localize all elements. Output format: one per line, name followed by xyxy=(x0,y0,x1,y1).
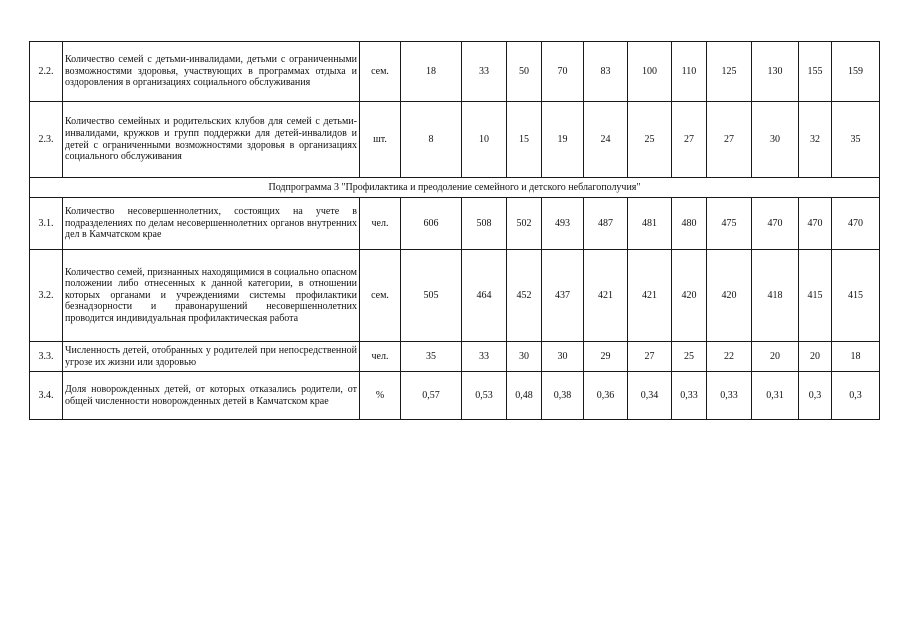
value-cell: 470 xyxy=(752,198,799,250)
value-cell: 502 xyxy=(507,198,542,250)
value-cell: 0,3 xyxy=(799,372,832,420)
value-cell: 20 xyxy=(799,342,832,372)
value-cell: 30 xyxy=(542,342,584,372)
table-row xyxy=(30,342,880,372)
value-cell: 30 xyxy=(507,342,542,372)
value-cell: 30 xyxy=(752,102,799,178)
value-cell: 452 xyxy=(507,250,542,342)
value-cell: 19 xyxy=(542,102,584,178)
value-cell: 0,57 xyxy=(401,372,462,420)
value-cell: 18 xyxy=(832,342,880,372)
value-cell: 437 xyxy=(542,250,584,342)
row-number: 3.2. xyxy=(30,250,63,342)
table-row xyxy=(30,372,880,420)
unit-cell: сем. xyxy=(360,250,401,342)
value-cell: 25 xyxy=(672,342,707,372)
value-cell: 70 xyxy=(542,42,584,102)
value-cell: 505 xyxy=(401,250,462,342)
value-cell: 125 xyxy=(707,42,752,102)
value-cell: 0,34 xyxy=(628,372,672,420)
value-cell: 35 xyxy=(832,102,880,178)
value-cell: 83 xyxy=(584,42,628,102)
value-cell: 33 xyxy=(462,42,507,102)
value-cell: 415 xyxy=(832,250,880,342)
subprogram-row xyxy=(30,178,880,198)
value-cell: 0,31 xyxy=(752,372,799,420)
value-cell: 155 xyxy=(799,42,832,102)
value-cell: 50 xyxy=(507,42,542,102)
value-cell: 480 xyxy=(672,198,707,250)
value-cell: 18 xyxy=(401,42,462,102)
table-row xyxy=(30,250,880,342)
value-cell: 421 xyxy=(584,250,628,342)
table-row xyxy=(30,42,880,102)
row-number: 3.4. xyxy=(30,372,63,420)
unit-cell: чел. xyxy=(360,198,401,250)
value-cell: 418 xyxy=(752,250,799,342)
value-cell: 24 xyxy=(584,102,628,178)
value-cell: 0,38 xyxy=(542,372,584,420)
value-cell: 487 xyxy=(584,198,628,250)
value-cell: 130 xyxy=(752,42,799,102)
table-row xyxy=(30,198,880,250)
table-body-subprogram-3 xyxy=(30,198,880,420)
value-cell: 159 xyxy=(832,42,880,102)
value-cell: 22 xyxy=(707,342,752,372)
value-cell: 27 xyxy=(672,102,707,178)
indicator-name: Численность детей, отобранных у родителей при непосредственной угрозе их жизни или здоровью xyxy=(63,342,360,372)
value-cell: 0,48 xyxy=(507,372,542,420)
value-cell: 420 xyxy=(707,250,752,342)
value-cell: 0,36 xyxy=(584,372,628,420)
table-row xyxy=(30,102,880,178)
row-number: 3.3. xyxy=(30,342,63,372)
value-cell: 8 xyxy=(401,102,462,178)
value-cell: 470 xyxy=(832,198,880,250)
indicator-name: Количество семей с детьми-инвалидами, детьми с ограниченными возможностями здоровья, участвующих в программах отдыха и оздоровления в организациях социального обслуживания xyxy=(63,42,360,102)
unit-cell: шт. xyxy=(360,102,401,178)
value-cell: 15 xyxy=(507,102,542,178)
indicator-name: Доля новорожденных детей, от которых отказались родители, от общей численности новорожденных детей в Камчатском крае xyxy=(63,372,360,420)
value-cell: 27 xyxy=(707,102,752,178)
value-cell: 415 xyxy=(799,250,832,342)
table-body-subprogram-2 xyxy=(30,42,880,178)
row-number: 3.1. xyxy=(30,198,63,250)
value-cell: 10 xyxy=(462,102,507,178)
value-cell: 606 xyxy=(401,198,462,250)
value-cell: 421 xyxy=(628,250,672,342)
value-cell: 0,3 xyxy=(832,372,880,420)
value-cell: 110 xyxy=(672,42,707,102)
indicator-name: Количество семейных и родительских клубов для семей с детьми-инвалидами, кружков и групп поддержки для детей-инвалидов и детей с ограниченными возможностями здоровья в организациях социального обслуживания xyxy=(63,102,360,178)
value-cell: 100 xyxy=(628,42,672,102)
indicators-table xyxy=(29,41,880,420)
row-number: 2.2. xyxy=(30,42,63,102)
value-cell: 470 xyxy=(799,198,832,250)
value-cell: 464 xyxy=(462,250,507,342)
value-cell: 481 xyxy=(628,198,672,250)
indicator-name: Количество несовершеннолетних, состоящих на учете в подразделениях по делам несовершеннолетних органов внутренних дел в Камчатском крае xyxy=(63,198,360,250)
value-cell: 0,33 xyxy=(672,372,707,420)
unit-cell: сем. xyxy=(360,42,401,102)
subprogram-title: Подпрограмма 3 "Профилактика и преодоление семейного и детского неблагополучия" xyxy=(30,178,880,198)
table-body-subprogram-header xyxy=(30,178,880,198)
unit-cell: чел. xyxy=(360,342,401,372)
value-cell: 420 xyxy=(672,250,707,342)
value-cell: 32 xyxy=(799,102,832,178)
unit-cell: % xyxy=(360,372,401,420)
value-cell: 29 xyxy=(584,342,628,372)
value-cell: 33 xyxy=(462,342,507,372)
value-cell: 27 xyxy=(628,342,672,372)
value-cell: 508 xyxy=(462,198,507,250)
value-cell: 20 xyxy=(752,342,799,372)
value-cell: 0,53 xyxy=(462,372,507,420)
indicator-name: Количество семей, признанных находящимися в социально опасном положении либо отнесенных к данной категории, в отношении которых органами и учреждениями системы профилактики безнадзорности и правонарушений несовершеннолетних проводится индивидуальная профилактическая работа xyxy=(63,250,360,342)
value-cell: 475 xyxy=(707,198,752,250)
value-cell: 0,33 xyxy=(707,372,752,420)
value-cell: 25 xyxy=(628,102,672,178)
value-cell: 493 xyxy=(542,198,584,250)
row-number: 2.3. xyxy=(30,102,63,178)
value-cell: 35 xyxy=(401,342,462,372)
